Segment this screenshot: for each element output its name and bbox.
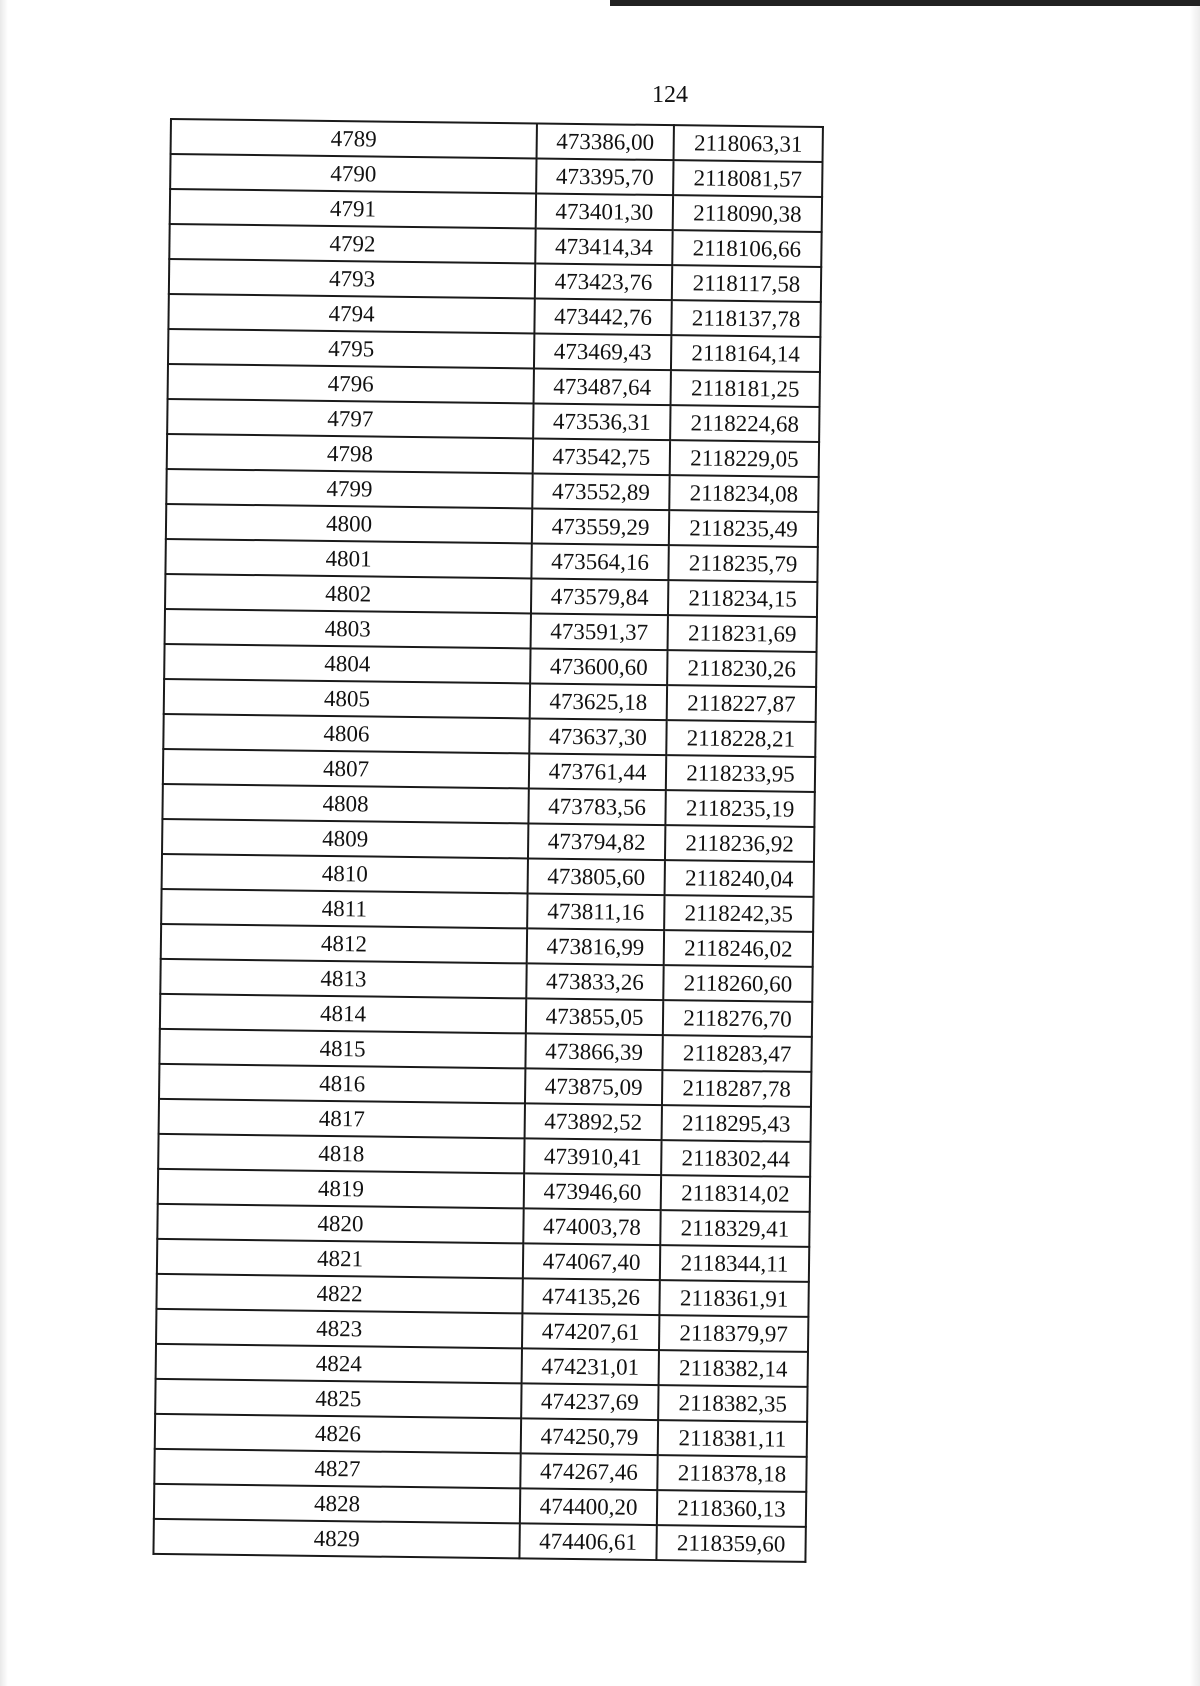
point-number-cell: 4819 <box>158 1169 524 1208</box>
point-number-cell: 4815 <box>159 1029 525 1068</box>
y-coordinate-cell: 2118302,44 <box>661 1140 810 1177</box>
point-number-cell: 4797 <box>167 399 533 438</box>
y-coordinate-cell: 2118276,70 <box>663 1000 812 1037</box>
x-coordinate-cell: 473591,37 <box>531 613 668 650</box>
x-coordinate-cell: 473600,60 <box>530 648 667 685</box>
x-coordinate-cell: 474067,40 <box>523 1243 660 1280</box>
point-number-cell: 4798 <box>167 434 533 473</box>
x-coordinate-cell: 473816,99 <box>527 928 664 965</box>
y-coordinate-cell: 2118361,91 <box>659 1280 808 1317</box>
point-number-cell: 4801 <box>165 539 531 578</box>
y-coordinate-cell: 2118164,14 <box>671 335 820 372</box>
x-coordinate-cell: 473625,18 <box>530 683 667 720</box>
y-coordinate-cell: 2118235,49 <box>669 510 818 547</box>
y-coordinate-cell: 2118240,04 <box>665 860 814 897</box>
y-coordinate-cell: 2118287,78 <box>662 1070 811 1107</box>
point-number-cell: 4806 <box>163 714 529 753</box>
point-number-cell: 4794 <box>168 294 534 333</box>
x-coordinate-cell: 474250,79 <box>521 1418 658 1455</box>
point-number-cell: 4828 <box>154 1484 520 1523</box>
x-coordinate-cell: 473866,39 <box>525 1033 662 1070</box>
point-number-cell: 4810 <box>162 854 528 893</box>
x-coordinate-cell: 473395,70 <box>536 158 673 195</box>
y-coordinate-cell: 2118233,95 <box>666 755 815 792</box>
point-number-cell: 4799 <box>166 469 532 508</box>
coordinates-table-body <box>153 119 822 1562</box>
x-coordinate-cell: 473783,56 <box>528 788 665 825</box>
point-number-cell: 4824 <box>156 1344 522 1383</box>
y-coordinate-cell: 2118344,11 <box>660 1245 809 1282</box>
point-number-cell: 4796 <box>168 364 534 403</box>
point-number-cell: 4825 <box>155 1379 521 1418</box>
x-coordinate-cell: 473442,76 <box>534 298 671 335</box>
y-coordinate-cell: 2118234,15 <box>668 580 817 617</box>
y-coordinate-cell: 2118329,41 <box>660 1210 809 1247</box>
y-coordinate-cell: 2118081,57 <box>673 160 822 197</box>
point-number-cell: 4811 <box>161 889 527 928</box>
x-coordinate-cell: 473386,00 <box>537 123 674 160</box>
point-number-cell: 4807 <box>163 749 529 788</box>
y-coordinate-cell: 2118236,92 <box>665 825 814 862</box>
point-number-cell: 4812 <box>161 924 527 963</box>
point-number-cell: 4816 <box>159 1064 525 1103</box>
y-coordinate-cell: 2118063,31 <box>674 125 823 162</box>
point-number-cell: 4829 <box>153 1519 519 1558</box>
point-number-cell: 4814 <box>160 994 526 1033</box>
x-coordinate-cell: 473552,89 <box>532 473 669 510</box>
point-number-cell: 4803 <box>165 609 531 648</box>
point-number-cell: 4821 <box>157 1239 523 1278</box>
x-coordinate-cell: 473794,82 <box>528 823 665 860</box>
y-coordinate-cell: 2118234,08 <box>669 475 818 512</box>
page-number: 124 <box>652 82 688 108</box>
y-coordinate-cell: 2118229,05 <box>670 440 819 477</box>
x-coordinate-cell: 474400,20 <box>520 1488 657 1525</box>
scan-edge-left <box>0 0 8 1686</box>
y-coordinate-cell: 2118235,79 <box>668 545 817 582</box>
y-coordinate-cell: 2118378,18 <box>657 1455 806 1492</box>
x-coordinate-cell: 474406,61 <box>519 1523 656 1560</box>
point-number-cell: 4789 <box>171 119 537 158</box>
x-coordinate-cell: 473401,30 <box>536 193 673 230</box>
y-coordinate-cell: 2118314,02 <box>661 1175 810 1212</box>
point-number-cell: 4809 <box>162 819 528 858</box>
x-coordinate-cell: 473875,09 <box>525 1068 662 1105</box>
table-row <box>153 1519 805 1562</box>
point-number-cell: 4793 <box>169 259 535 298</box>
x-coordinate-cell: 473910,41 <box>524 1138 661 1175</box>
point-number-cell: 4805 <box>164 679 530 718</box>
y-coordinate-cell: 2118382,35 <box>658 1385 807 1422</box>
x-coordinate-cell: 473559,29 <box>532 508 669 545</box>
point-number-cell: 4813 <box>160 959 526 998</box>
x-coordinate-cell: 473637,30 <box>529 718 666 755</box>
x-coordinate-cell: 474003,78 <box>523 1208 660 1245</box>
x-coordinate-cell: 473414,34 <box>535 228 672 265</box>
x-coordinate-cell: 473946,60 <box>524 1173 661 1210</box>
y-coordinate-cell: 2118224,68 <box>670 405 819 442</box>
y-coordinate-cell: 2118235,19 <box>665 790 814 827</box>
top-rule <box>610 0 1200 6</box>
point-number-cell: 4795 <box>168 329 534 368</box>
x-coordinate-cell: 473892,52 <box>525 1103 662 1140</box>
point-number-cell: 4791 <box>170 189 536 228</box>
x-coordinate-cell: 473536,31 <box>533 403 670 440</box>
point-number-cell: 4818 <box>158 1134 524 1173</box>
point-number-cell: 4802 <box>165 574 531 613</box>
y-coordinate-cell: 2118246,02 <box>664 930 813 967</box>
x-coordinate-cell: 473469,43 <box>534 333 671 370</box>
point-number-cell: 4808 <box>162 784 528 823</box>
x-coordinate-cell: 473423,76 <box>535 263 672 300</box>
x-coordinate-cell: 473542,75 <box>533 438 670 475</box>
point-number-cell: 4800 <box>166 504 532 543</box>
y-coordinate-cell: 2118090,38 <box>673 195 822 232</box>
x-coordinate-cell: 473811,16 <box>527 893 664 930</box>
y-coordinate-cell: 2118228,21 <box>666 720 815 757</box>
point-number-cell: 4826 <box>155 1414 521 1453</box>
point-number-cell: 4804 <box>164 644 530 683</box>
x-coordinate-cell: 474267,46 <box>520 1453 657 1490</box>
point-number-cell: 4792 <box>169 224 535 263</box>
y-coordinate-cell: 2118242,35 <box>664 895 813 932</box>
point-number-cell: 4822 <box>156 1274 522 1313</box>
x-coordinate-cell: 473564,16 <box>531 543 668 580</box>
y-coordinate-cell: 2118231,69 <box>668 615 817 652</box>
x-coordinate-cell: 473487,64 <box>534 368 671 405</box>
point-number-cell: 4827 <box>154 1449 520 1488</box>
y-coordinate-cell: 2118117,58 <box>672 265 821 302</box>
coordinates-table <box>152 118 824 1563</box>
x-coordinate-cell: 474207,61 <box>522 1313 659 1350</box>
y-coordinate-cell: 2118359,60 <box>656 1525 805 1562</box>
y-coordinate-cell: 2118227,87 <box>667 685 816 722</box>
point-number-cell: 4823 <box>156 1309 522 1348</box>
y-coordinate-cell: 2118283,47 <box>662 1035 811 1072</box>
x-coordinate-cell: 474231,01 <box>522 1348 659 1385</box>
x-coordinate-cell: 473805,60 <box>528 858 665 895</box>
x-coordinate-cell: 474237,69 <box>521 1383 658 1420</box>
x-coordinate-cell: 474135,26 <box>522 1278 659 1315</box>
y-coordinate-cell: 2118382,14 <box>659 1350 808 1387</box>
x-coordinate-cell: 473833,26 <box>526 963 663 1000</box>
point-number-cell: 4820 <box>157 1204 523 1243</box>
y-coordinate-cell: 2118181,25 <box>671 370 820 407</box>
x-coordinate-cell: 473579,84 <box>531 578 668 615</box>
y-coordinate-cell: 2118137,78 <box>671 300 820 337</box>
y-coordinate-cell: 2118260,60 <box>663 965 812 1002</box>
y-coordinate-cell: 2118360,13 <box>657 1490 806 1527</box>
point-number-cell: 4790 <box>170 154 536 193</box>
x-coordinate-cell: 473761,44 <box>529 753 666 790</box>
y-coordinate-cell: 2118379,97 <box>659 1315 808 1352</box>
point-number-cell: 4817 <box>159 1099 525 1138</box>
y-coordinate-cell: 2118230,26 <box>667 650 816 687</box>
y-coordinate-cell: 2118106,66 <box>672 230 821 267</box>
x-coordinate-cell: 473855,05 <box>526 998 663 1035</box>
y-coordinate-cell: 2118295,43 <box>662 1105 811 1142</box>
scan-edge-right <box>1190 0 1200 1686</box>
y-coordinate-cell: 2118381,11 <box>658 1420 807 1457</box>
